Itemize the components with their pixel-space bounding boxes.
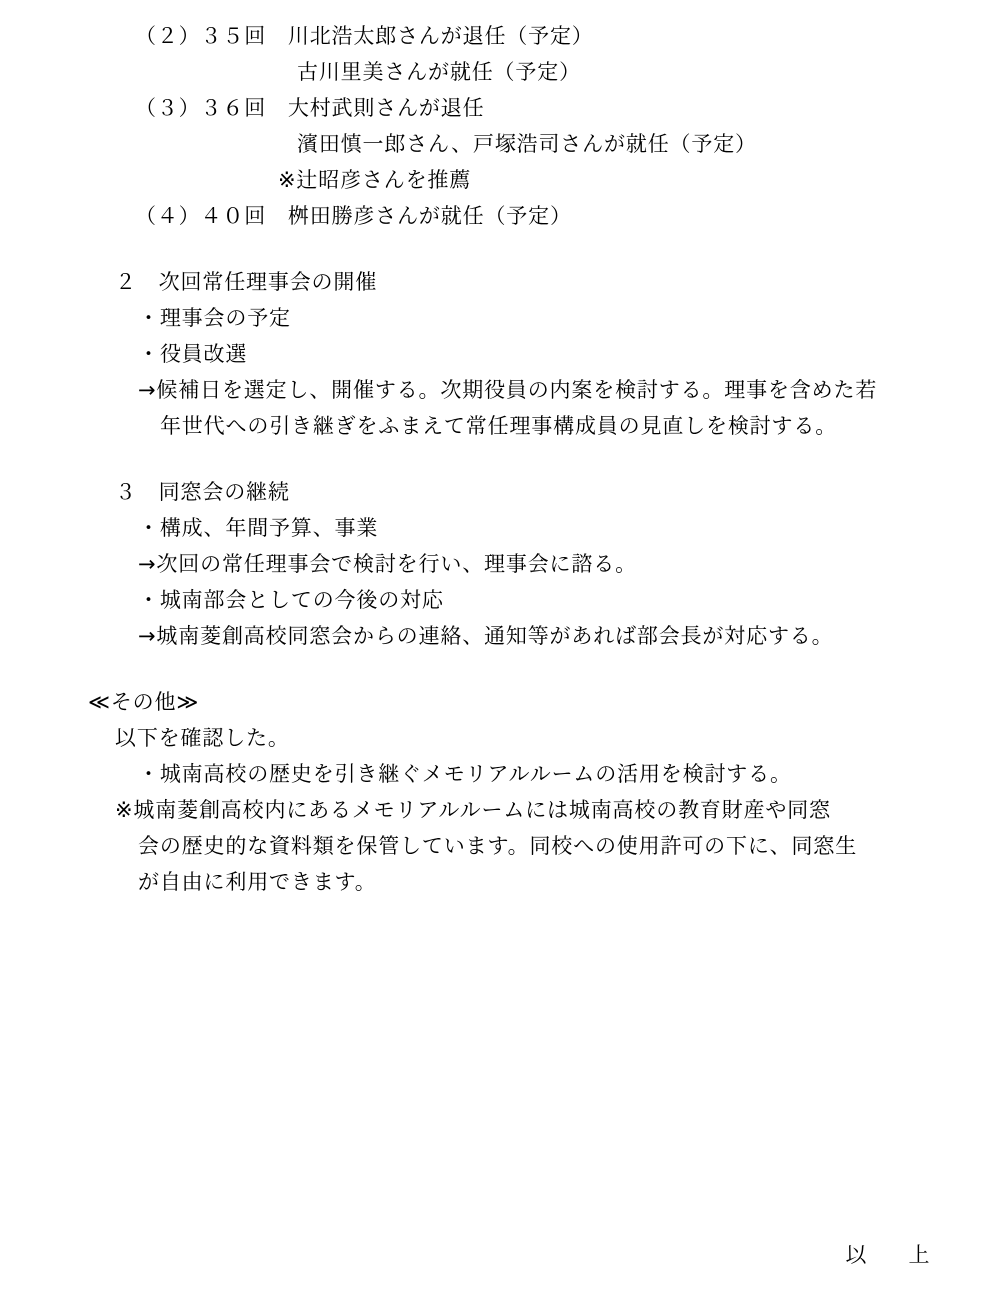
text-block-section-3 — [60, 474, 940, 654]
text-line: ※城南菱創高校内にあるメモリアルルームには城南高校の教育財産や同窓 — [115, 798, 831, 822]
text-block-section-2 — [60, 264, 940, 444]
text-line: ・役員改選 — [138, 342, 248, 366]
text-line: →城南菱創高校同窓会からの連絡、通知等があれば部会長が対応する。 — [138, 624, 834, 648]
text-line: ・城南高校の歴史を引き継ぐメモリアルルームの活用を検討する。 — [138, 762, 792, 786]
text-line: が自由に利用できます。 — [138, 870, 377, 894]
block-spacer — [60, 234, 940, 264]
text-line: 年世代への引き継ぎをふまえて常任理事構成員の見直しを検討する。 — [160, 414, 838, 438]
text-line: ・理事会の予定 — [138, 306, 291, 330]
text-line: （４）４０回 桝田勝彦さんが就任（予定） — [135, 204, 572, 228]
text-line: ２ 次回常任理事会の開催 — [115, 270, 378, 294]
text-line: （２）３５回 川北浩太郎さんが退任（予定） — [135, 24, 594, 48]
text-line: 古川里美さんが就任（予定） — [297, 60, 581, 84]
text-line: 濱田慎一郎さん、戸塚浩司さんが就任（予定） — [297, 132, 757, 156]
text-block-item-4-40th — [60, 198, 940, 234]
text-line: ・城南部会としての今後の対応 — [138, 588, 444, 612]
text-line: ・構成、年間予算、事業 — [138, 516, 379, 540]
text-block-item-2-35th — [60, 18, 940, 90]
block-spacer — [60, 654, 940, 684]
block-spacer — [60, 444, 940, 474]
text-line: （３）３６回 大村武則さんが退任 — [135, 96, 485, 120]
text-line: 会の歴史的な資料類を保管しています。同校への使用許可の下に、同窓生 — [138, 834, 858, 858]
text-line: ※辻昭彦さんを推薦 — [278, 168, 472, 192]
text-line: 以下を確認した。 — [115, 726, 290, 750]
text-line: →次回の常任理事会で検討を行い、理事会に諮る。 — [138, 552, 637, 576]
text-block-item-3-36th — [60, 90, 940, 198]
document-body — [60, 18, 940, 900]
text-line: →候補日を選定し、開催する。次期役員の内案を検討する。理事を含めた若 — [138, 378, 878, 402]
text-block-section-other — [60, 684, 940, 900]
text-line: ３ 同窓会の継続 — [115, 480, 290, 504]
document-footer: 以 上 — [845, 1243, 940, 1267]
text-line: ≪その他≫ — [88, 690, 200, 714]
